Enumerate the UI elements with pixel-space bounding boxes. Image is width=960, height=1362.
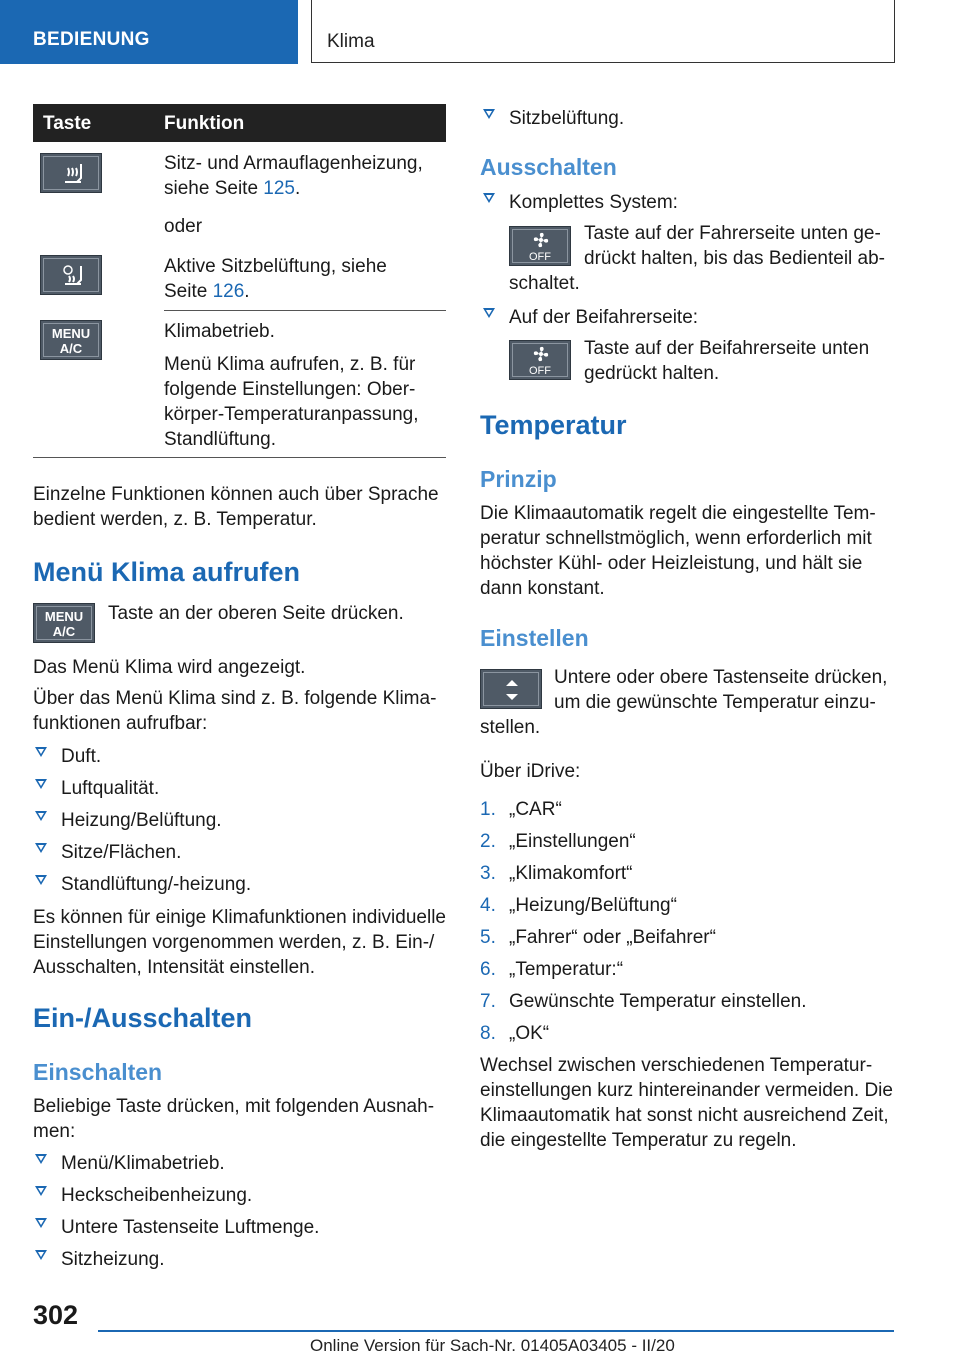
list-item: Untere Tastenseite Luftmenge. <box>35 1215 319 1240</box>
list-item: Luftqualität. <box>35 776 159 801</box>
col-header-function: Funktion <box>164 113 245 134</box>
table-bottom-rule <box>33 457 446 458</box>
menu-functions-intro: Über das Menü Klima sind z. B. folgende Klima- funktionen aufrufbar: <box>33 688 437 734</box>
heading-temperature: Temperatur <box>480 410 627 440</box>
table-header <box>33 104 446 142</box>
off1-text-a: Taste auf der Fahrerseite unten ge- drückt halten, bis das Bedienteil ab- <box>584 223 886 269</box>
step-item: 3. „Klimakomfort“ <box>480 863 633 884</box>
seat-ventilation-button-icon <box>40 255 102 295</box>
step-item: 2. „Einstellungen“ <box>480 831 636 852</box>
row-or-text: oder <box>164 216 203 237</box>
menu-instruction: Taste an der oberen Seite drücken. <box>108 603 404 624</box>
function-table <box>33 104 446 450</box>
page-link-125[interactable]: 125 <box>263 178 295 199</box>
step-item: 7. Gewünschte Temperatur einstellen. <box>480 991 807 1012</box>
list-item: Auf der Beifahrerseite: <box>483 305 698 330</box>
row1-text: Sitz- und Armauflagenheizung, siehe Seite 125. <box>164 153 423 199</box>
list-item: Sitzbelüftung. <box>483 106 624 131</box>
step-item: 4. „Heizung/Belüftung“ <box>480 895 677 916</box>
step-item: 6. „Temperatur:“ <box>480 959 624 980</box>
menu-shown-text: Das Menü Klima wird angezeigt. <box>33 657 306 678</box>
list-item: Sitzheizung. <box>35 1247 165 1272</box>
heading-set: Einstellen <box>480 625 589 651</box>
page-number: 302 <box>33 1300 79 1330</box>
heading-switch-on: Einschalten <box>33 1059 163 1085</box>
set-text-b: stellen. <box>480 717 541 738</box>
menu-ac-button-icon: MENU A/C <box>40 320 102 360</box>
list-item: Standlüftung/-heizung. <box>35 872 251 897</box>
heading-principle: Prinzip <box>480 466 557 492</box>
off1-text-b: schaltet. <box>509 273 580 294</box>
set-text-a: Untere oder obere Tastenseite drücken, um die gewünschte Temperatur einzu- <box>554 667 888 713</box>
closing-paragraph: Wechsel zwischen verschiedenen Temperatur- einstellungen kurz hintereinander vermeiden. Die Klimaautomatik hat sonst nicht ausreichend Zeit, die eingestellte Temperatur zu regeln. <box>480 1055 893 1151</box>
list-item: Komplettes System: <box>483 190 678 215</box>
fan-off-button-icon: OFF <box>509 226 571 266</box>
chapter-title: Klima <box>327 31 375 52</box>
individual-settings-paragraph: Es können für einige Klimafunktionen individuelle Einstellungen vorgenommen werden, z. B. Ein-/ Ausschalten, Intensität einstellen. <box>33 907 446 978</box>
list-item: Heizung/Belüftung. <box>35 808 222 833</box>
list-item: Heckscheibenheizung. <box>35 1183 252 1208</box>
switch-on-paragraph: Beliebige Taste drücken, mit folgenden Ausnah- men: <box>33 1096 435 1142</box>
section-title: BEDIENUNG <box>33 29 150 50</box>
step-item: 8. „OK“ <box>480 1023 550 1044</box>
fan-off-button-icon: OFF <box>509 340 571 380</box>
col-header-key: Taste <box>43 113 92 134</box>
heading-switch-off: Ausschalten <box>480 154 617 180</box>
list-item: Duft. <box>35 744 101 769</box>
step-item: 5. „Fahrer“ oder „Beifahrer“ <box>480 927 716 948</box>
idrive-label: Über iDrive: <box>480 761 581 782</box>
list-item: Menü/Klimabetrieb. <box>35 1151 225 1176</box>
principle-paragraph: Die Klimaautomatik regelt die eingestellte Tem- peratur schnellstmöglich, wenn erforderlich mit höchster Kühl- oder Heizleistung, und hält sie dann konstant. <box>480 503 876 599</box>
temperature-rocker-icon <box>480 669 542 709</box>
menu-ac-button-icon: MENU A/C <box>33 603 95 643</box>
off2-text: Taste auf der Beifahrerseite unten gedrückt halten. <box>584 338 870 384</box>
heading-on-off: Ein-/Ausschalten <box>33 1003 253 1033</box>
row2-text: Aktive Sitzbelüftung, siehe Seite 126. <box>164 256 387 302</box>
row-divider <box>164 310 446 311</box>
section-tab <box>0 0 298 64</box>
voice-paragraph: Einzelne Funktionen können auch über Sprache bedient werden, z. B. Temperatur. <box>33 484 439 530</box>
footer-version: Online Version für Sach-Nr. 01405A03405 - II/20 <box>310 1336 675 1355</box>
list-item: Sitze/Flächen. <box>35 840 181 865</box>
footer-rule <box>98 1330 894 1332</box>
chapter-tab <box>311 0 895 63</box>
step-item: 1. „CAR“ <box>480 799 562 820</box>
heading-menu-klima: Menü Klima aufrufen <box>33 557 301 587</box>
page-link-126[interactable]: 126 <box>212 281 245 302</box>
seat-heating-button-icon <box>40 153 102 193</box>
row3-text: Klimabetrieb. Menü Klima aufrufen, z. B. für folgende Einstellungen: Ober- körper-Temperaturanpassung, Standlüftung. <box>164 321 419 450</box>
